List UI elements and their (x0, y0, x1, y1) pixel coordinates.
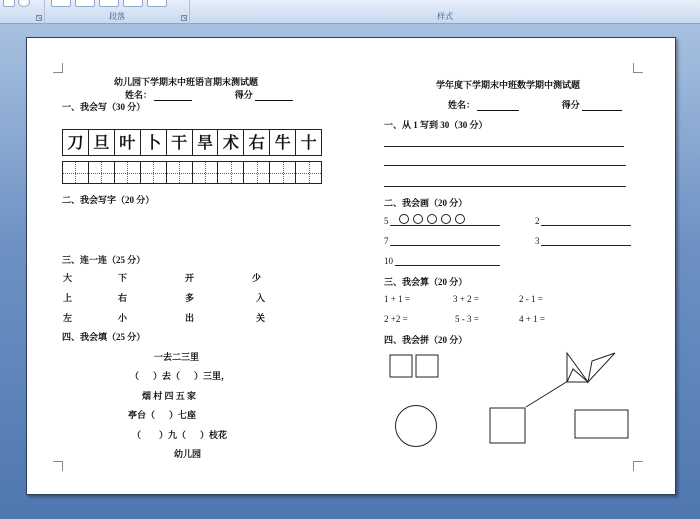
ribbon-group-paragraph (45, 0, 190, 24)
draw-label: 2 (535, 216, 540, 226)
left-score-blank[interactable] (255, 92, 293, 101)
left-name-blank[interactable] (154, 92, 192, 101)
circle-shape (399, 214, 409, 224)
match-char[interactable]: 关 (256, 313, 266, 323)
poem-part: ）七座 (169, 410, 197, 420)
right-name-blank[interactable] (477, 102, 519, 111)
match-char[interactable]: 右 (118, 293, 128, 303)
calc-item: 4 + 1 = (519, 314, 545, 324)
calc-item: 2 +2 = (384, 314, 408, 324)
draw-line[interactable] (541, 225, 631, 226)
triangle-shape (567, 369, 588, 382)
left-section4: 四、我会填（25 分） (62, 332, 146, 342)
connector-line (526, 381, 568, 407)
document-page[interactable] (26, 37, 676, 495)
writing-cell[interactable] (63, 162, 89, 183)
draw-label: 7 (384, 236, 389, 246)
grid-char: 术 (218, 130, 244, 155)
add-icon[interactable] (18, 0, 30, 7)
grid-char: 十 (300, 133, 317, 152)
match-char[interactable]: 小 (118, 313, 128, 323)
grid-char: 牛 (270, 130, 296, 155)
rectangle-shape (575, 410, 628, 438)
poem-part: ）枝花 (200, 430, 228, 440)
page-corner-mark (53, 461, 63, 471)
draw-label: 10 (384, 256, 393, 266)
writing-cell[interactable] (218, 162, 244, 183)
grid-char: 旦 (89, 130, 115, 155)
page-corner-mark (633, 63, 643, 73)
left-name-row (125, 88, 293, 101)
square-shape (390, 355, 412, 377)
page-corner-mark (53, 63, 63, 73)
dialog-launcher-icon[interactable]: ↘ (182, 15, 187, 21)
match-char[interactable]: 左 (63, 313, 73, 323)
poem-line: 烟 村 四 五 家 (142, 391, 197, 401)
circle-shape (441, 214, 451, 224)
writing-cell[interactable] (115, 162, 141, 183)
poem-part: ）三里， (194, 371, 231, 381)
left-section2: 二、我会写字（20 分） (62, 195, 155, 205)
ribbon (0, 0, 700, 24)
border-icon[interactable] (147, 0, 167, 7)
right-name-label: 姓名： (448, 100, 476, 110)
circle-shape (427, 214, 437, 224)
poem-part: 亭台（ (128, 410, 156, 420)
right-section2: 二、我会画（20 分） (384, 198, 468, 208)
poem-part: （ (130, 371, 140, 381)
match-char[interactable]: 出 (185, 313, 195, 323)
shapes-figure (377, 346, 637, 451)
writing-cell[interactable] (296, 162, 321, 183)
right-title: 学年度下学期末中班数学期中测试题 (436, 80, 581, 90)
page-corner-mark (633, 461, 643, 471)
draw-line[interactable] (390, 245, 500, 246)
writing-cell[interactable] (141, 162, 167, 183)
answer-line[interactable] (384, 146, 624, 147)
match-char[interactable]: 上 (63, 293, 73, 303)
calc-item: 3 + 2 = (453, 294, 479, 304)
draw-line[interactable] (395, 265, 500, 266)
left-title: 幼儿园下学期末中班语言期末测试题 (114, 77, 259, 87)
poem-part: ）去（ (153, 371, 181, 381)
draw-line[interactable] (541, 245, 631, 246)
triangle-shape (567, 353, 588, 382)
draw-label: 5 (384, 216, 389, 226)
grid-char: 干 (167, 130, 193, 155)
ribbon-group-label-paragraph: 段落 (109, 12, 125, 21)
grid-char: 卜 (141, 130, 167, 155)
draw-label: 3 (535, 236, 540, 246)
circle-shape (413, 214, 423, 224)
match-char[interactable]: 多 (185, 293, 195, 303)
answer-line[interactable] (384, 165, 626, 166)
shading-icon[interactable] (123, 0, 143, 7)
writing-cell[interactable] (167, 162, 193, 183)
writing-cell[interactable] (89, 162, 115, 183)
answer-line[interactable] (384, 186, 626, 187)
ribbon-group-label-styles: 样式 (437, 12, 453, 21)
right-section1: 一、从 1 写到 30（30 分） (384, 120, 488, 130)
grid-char: 叶 (115, 130, 141, 155)
poem-part: ）九（ (159, 430, 187, 440)
square-shape (490, 408, 525, 443)
bold-icon[interactable] (3, 0, 15, 7)
square-shape (416, 355, 438, 377)
calc-item: 2 - 1 = (519, 294, 543, 304)
poem-part: （ (132, 430, 142, 440)
circle-shape (455, 214, 465, 224)
left-footer: 幼儿园 (174, 449, 202, 459)
writing-cell[interactable] (193, 162, 219, 183)
left-score-label: 得分 (234, 90, 253, 100)
poem-line (128, 408, 196, 421)
left-section3: 三、连一连（25 分） (62, 255, 146, 265)
right-score-blank[interactable] (582, 102, 622, 111)
circle-shape (396, 406, 437, 447)
calc-item: 5 - 3 = (455, 314, 479, 324)
ribbon-group-styles (190, 0, 700, 24)
left-name-label: 姓名： (125, 90, 153, 100)
align-right-icon[interactable] (99, 0, 119, 7)
writing-grid (62, 161, 322, 184)
align-center-icon[interactable] (75, 0, 95, 7)
grid-char: 右 (244, 130, 270, 155)
ribbon-group-font (0, 0, 45, 24)
calc-item: 1 + 1 = (384, 294, 410, 304)
poem-line (132, 428, 227, 441)
writing-cell[interactable] (270, 162, 296, 183)
poem-line (130, 369, 230, 382)
right-section3: 三、我会算（20 分） (384, 277, 468, 287)
right-section4: 四、我会拼（20 分） (384, 335, 468, 345)
left-section1: 一、我会写（30 分） (62, 102, 146, 112)
match-char[interactable]: 下 (118, 273, 128, 283)
right-score-label: 得分 (561, 100, 580, 110)
right-name-row (448, 98, 622, 111)
poem-line: 一去二三里 (154, 352, 200, 362)
writing-cell[interactable] (244, 162, 270, 183)
match-char[interactable]: 大 (63, 273, 73, 283)
draw-line[interactable] (390, 225, 500, 226)
grid-char: 旱 (193, 130, 219, 155)
dialog-launcher-icon[interactable]: ↘ (37, 15, 42, 21)
char-grid (62, 129, 322, 156)
match-char[interactable]: 入 (256, 293, 266, 303)
align-icon[interactable] (51, 0, 71, 7)
grid-char: 刀 (63, 130, 89, 155)
match-char[interactable]: 少 (252, 273, 262, 283)
triangle-shape (588, 353, 615, 382)
match-char[interactable]: 开 (185, 273, 195, 283)
